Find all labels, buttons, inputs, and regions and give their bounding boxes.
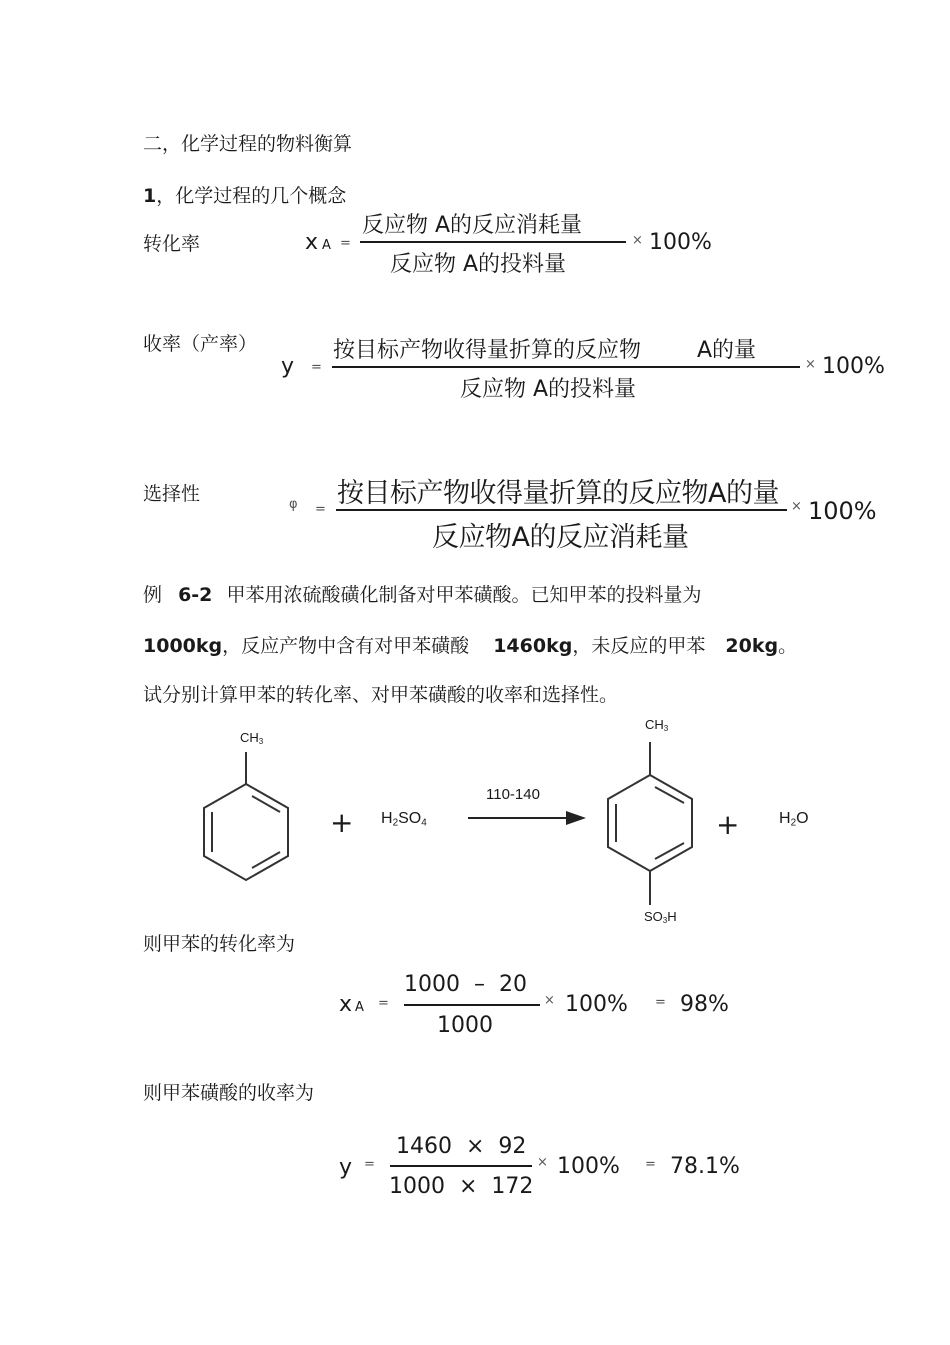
- calc-conversion-numerator: 1000 – 20: [404, 972, 527, 997]
- plus-sign-2: +: [716, 808, 740, 841]
- product-methyl-label: [645, 717, 668, 733]
- calc-yield-times: ×: [537, 1155, 548, 1170]
- conversion-equals: =: [340, 236, 351, 251]
- toluene-methyl-subscript: 3: [258, 737, 264, 746]
- calc-conversion-equals: =: [378, 996, 389, 1011]
- acid-so-subscript: 4: [421, 817, 427, 829]
- calc-yield-intro: 则甲苯磺酸的收率为: [143, 1082, 315, 1104]
- calc-conversion-times: ×: [544, 993, 555, 1008]
- yield-label: 收率（产率）: [143, 333, 258, 355]
- conversion-times: ×: [632, 233, 643, 248]
- toluene-methyl-label: [240, 730, 263, 746]
- calc-yield-numerator: 1460 × 92: [396, 1134, 527, 1159]
- yield-numerator: 按目标产物收得量折算的反应物 A的量: [333, 338, 756, 363]
- example-prefix: 例: [143, 584, 163, 606]
- calc-yield-fraction-bar: [390, 1165, 532, 1167]
- product-structure: [608, 742, 692, 905]
- calc-yield-percent: 100%: [557, 1154, 620, 1179]
- so3h-h: H: [667, 909, 677, 924]
- subsection-number: 1: [143, 185, 157, 207]
- acid-h: H: [381, 810, 393, 827]
- conversion-percent: 100%: [649, 230, 712, 255]
- unreacted-amount: 20kg: [725, 635, 779, 657]
- conversion-denominator: 反应物 A的投料量: [390, 252, 567, 277]
- calc-conversion-equals-2: =: [655, 995, 666, 1010]
- yield-result: 78.1%: [670, 1154, 740, 1179]
- toluene-benzene-ring: [204, 784, 288, 880]
- product-methyl-subscript: 3: [663, 724, 669, 733]
- calc-conversion-denominator: 1000: [437, 1013, 493, 1038]
- selectivity-label: 选择性: [143, 483, 201, 505]
- selectivity-percent: 100%: [808, 497, 877, 525]
- conversion-numerator: 反应物 A的反应消耗量: [362, 213, 583, 238]
- selectivity-denominator: 反应物A的反应消耗量: [432, 522, 689, 553]
- calc-conversion-subscript: A: [355, 1000, 364, 1015]
- calc-conversion-percent: 100%: [565, 992, 628, 1017]
- subsection-title: ，化学过程的几个概念: [156, 185, 347, 207]
- toluene-double-bond-2: [252, 852, 280, 868]
- water-subscript: 2: [790, 817, 797, 829]
- product-double-bond-2: [655, 787, 684, 803]
- product-methyl-text: CH: [645, 717, 664, 732]
- selectivity-times: ×: [791, 499, 802, 514]
- water-o: O: [796, 810, 809, 827]
- water-label: [779, 810, 809, 828]
- reaction-condition: 110-140: [486, 786, 540, 803]
- example-text-b: ，反应产物中含有对甲苯磺酸: [222, 635, 470, 657]
- so3h-subscript: 3: [662, 916, 668, 925]
- plus-sign-1: +: [330, 806, 354, 839]
- yield-lhs: y: [281, 354, 295, 379]
- example-text-d: ，未反应的甲苯: [572, 635, 706, 657]
- calc-conversion-lhs: [339, 992, 364, 1017]
- example-line-3: 试分别计算甲苯的转化率、对甲苯磺酸的收率和选择性。: [143, 684, 619, 706]
- example-text-f: 。: [778, 635, 798, 657]
- conversion-label: 转化率: [143, 233, 201, 255]
- acid-h-subscript: 2: [392, 817, 399, 829]
- water-h: H: [779, 810, 791, 827]
- calc-yield-equals-2: =: [645, 1157, 656, 1172]
- yield-times: ×: [805, 357, 816, 372]
- selectivity-numerator: 按目标产物收得量折算的反应物A的量: [337, 478, 779, 509]
- toluene-structure: [204, 752, 288, 880]
- so3h-so: SO: [644, 909, 663, 924]
- sulfuric-acid-label: [381, 810, 427, 828]
- toluene-feed-amount: 1000kg: [143, 635, 223, 657]
- calc-yield-denominator: 1000 × 172: [389, 1174, 534, 1199]
- yield-denominator: 反应物 A的投料量: [460, 377, 637, 402]
- calc-yield-lhs: y: [339, 1155, 353, 1180]
- reaction-arrow: [468, 811, 586, 825]
- product-amount: 1460kg: [493, 635, 573, 657]
- sulfonic-acid-label: [644, 909, 677, 925]
- toluene-methyl-text: CH: [240, 730, 259, 745]
- yield-percent: 100%: [822, 354, 885, 379]
- section-title: 二，化学过程的物料衡算: [143, 133, 353, 155]
- conversion-variable-subscript: A: [322, 238, 331, 253]
- product-double-bond-3: [655, 843, 684, 859]
- acid-so: SO: [398, 810, 422, 827]
- toluene-double-bond-1: [252, 796, 280, 812]
- conversion-result: 98%: [680, 992, 729, 1017]
- calc-conversion-fraction-bar: [404, 1004, 540, 1006]
- yield-equals: =: [311, 360, 322, 375]
- selectivity-lhs: φ: [289, 497, 298, 512]
- calc-conversion-intro: 则甲苯的转化率为: [143, 933, 296, 955]
- product-benzene-ring: [608, 775, 692, 871]
- example-number: 6-2: [178, 584, 213, 606]
- conversion-variable: x: [305, 230, 319, 255]
- calc-conversion-variable: x: [339, 992, 353, 1017]
- example-statement: 甲苯用浓硫酸磺化制备对甲苯磺酸。已知甲苯的投料量为: [226, 584, 702, 606]
- calc-yield-equals: =: [364, 1157, 375, 1172]
- selectivity-equals: =: [315, 502, 326, 517]
